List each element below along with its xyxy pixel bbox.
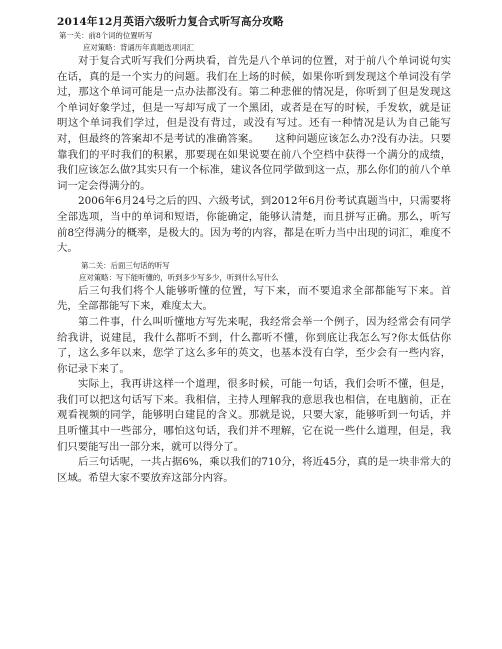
section-heading: 第二关：后面三句话的听写 xyxy=(81,260,170,270)
document-body xyxy=(57,15,451,486)
paragraph: 实际上，我再讲这样一个道理，很多时候，可能一句话，我们会听不懂，但是，我们可以把这句话写下来。我相信，主持人理解我的意思我也相信，在电脑前，正在观看视频的同学，能够明白建昆的含义。那就是说，只要大家，能够听到一句话，并且听懂其中一些部分，哪怕这句话，我们并不理解，它在说一些什么道理，但是，我们只要能写出一部分来，就可以得分了。 xyxy=(57,378,451,453)
section-strategy: 应对策略：写下能听懂的，听到多少写多少，听到什么写什么 xyxy=(79,272,279,282)
paragraph: 后三句我们将个人能够听懂的位置，写下来，而不要追求全部都能写下来。首先，全部都能写下来，难度太大。 xyxy=(57,284,451,313)
paragraph: 对于复合式听写我们分两块看，首先是八个单词的位置，对于前八个单词说句实在话，真的是一个实力的问题。我们在上场的时候，如果你听到发现这个单词没有学过，那这个单词可能是一点办法都没有。第二种悲催的情况是，你听到了但是发现这个单词好象学过，但是一写却写成了一个黑团，或者是在写的时候，手发软，就是证明这个单词我们学过，但是没有背过，或没有写过。还有一种情况是认为自己能写对，但最终的答案却不是考试的准确答案。 这种问题应该怎么办?没有办法。只要靠我们的平时我们的积累，那要现在如果说要在前八个空档中获得一个满分的成绩，我们应该怎么做?其实只有一个标准，建议各位同学做到这一点，那么你们的前八个单词一定会得满分的。 xyxy=(57,55,451,192)
section-strategy: 应对策略：背诵历年真题选项词汇 xyxy=(83,43,194,52)
paragraph: 2006年6月24号之后的四、六级考试，到2012年6月份考试真题当中，只需要将全部选项，当中的单词和短语，你能确定，能够认清楚，而且拼写正确。那么，听写前8空得满分的概率，是极大的。因为考的内容，都是在听力当中出现的词汇，难度不大。 xyxy=(57,195,451,255)
section-two xyxy=(57,261,451,487)
paragraph: 第二件事，什么叫听懂地方写先来呢，我经常会举一个例子，因为经常会有同学给我讲，说建昆，我什么都听不到，什么都听不懂，你到底让我怎么写?你太低估你了，这么多年以来，您学了这么多年的英文，也基本没有白学，至少会有一些内容，你记录下来了。 xyxy=(57,315,451,375)
section-one xyxy=(57,31,451,257)
document-title: 2014年12月英语六级听力复合式听写高分攻略 xyxy=(57,16,284,28)
section-heading: 第一关：前8个词的位置听写 xyxy=(59,31,153,40)
paragraph: 后三句话呢，一共占据6%，乘以我们的710分，将近45分，真的是一块非常大的区域。希望大家不要放弃这部分内容。 xyxy=(57,456,451,484)
